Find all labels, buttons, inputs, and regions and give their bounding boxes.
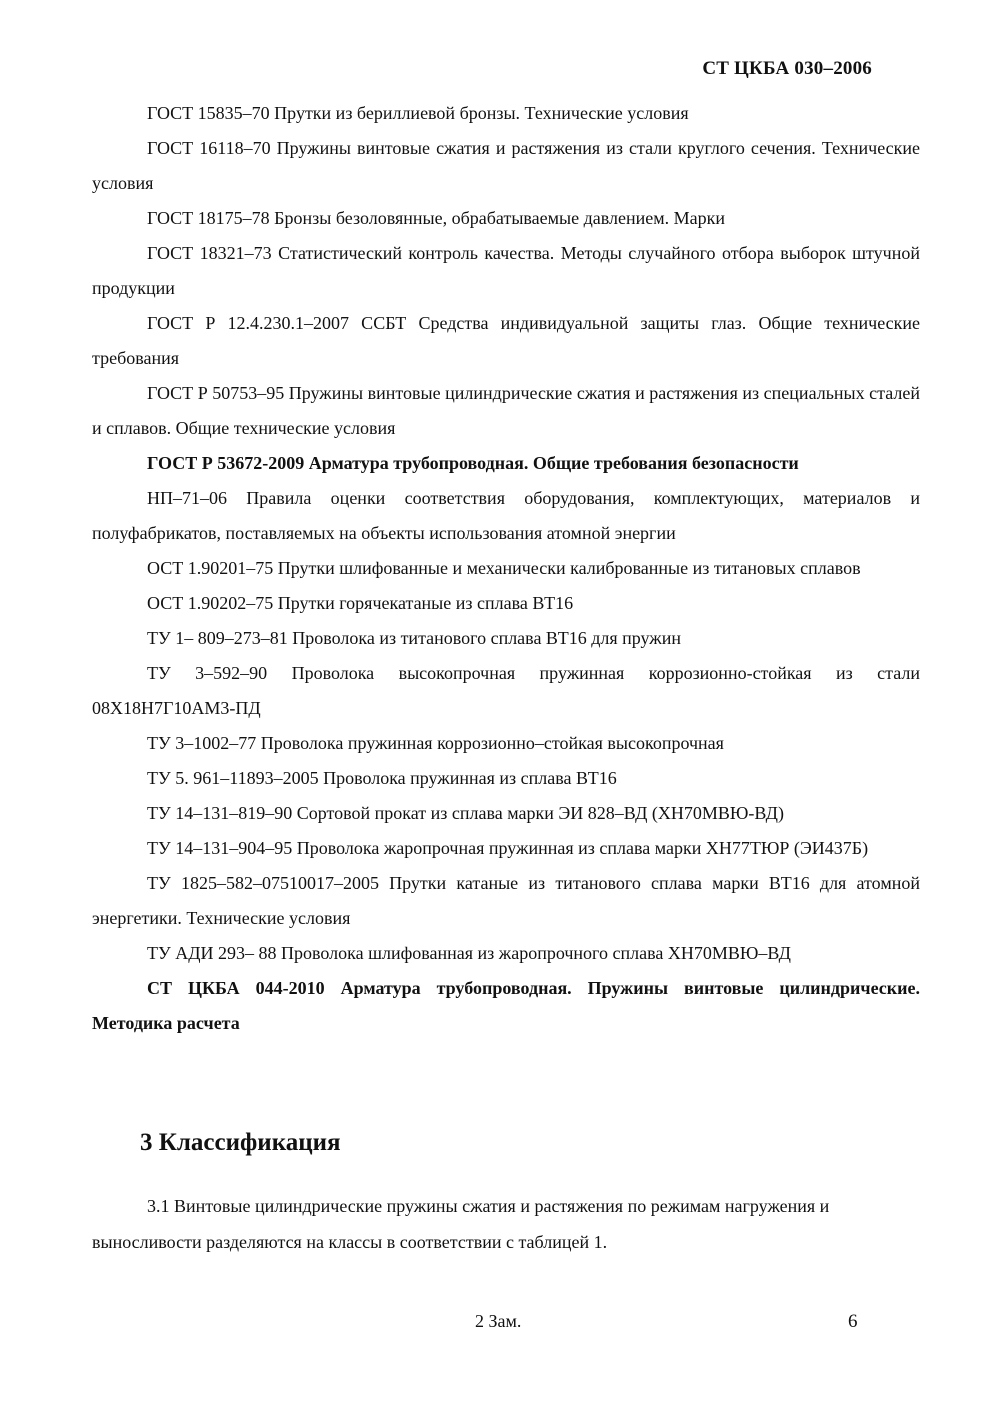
page-number: 6 <box>848 1311 858 1332</box>
reference-item: ТУ АДИ 293– 88 Проволока шлифованная из жаропрочного сплава ХН70МВЮ–ВД <box>147 943 791 963</box>
reference-item: ГОСТ Р 50753–95 Пружины винтовые цилиндрические сжатия и растяжения из специальных сталей и сплавов. Общие технические условия <box>92 383 920 438</box>
section-heading: 3 Классификация <box>140 1129 341 1156</box>
reference-item: ТУ 14–131–819–90 Сортовой прокат из сплава марки ЭИ 828–ВД (ХН70МВЮ-ВД) <box>147 803 784 823</box>
reference-item: ОСТ 1.90202–75 Прутки горячекатаные из сплава ВТ16 <box>147 593 574 613</box>
reference-item: НП–71–06 Правила оценки соответствия оборудования, комплектующих, материалов и полуфабрикатов, поставляемых на объекты использования атомной энергии <box>92 488 920 543</box>
normative-references-list <box>92 96 920 1041</box>
reference-item-bold: СТ ЦКБА 044-2010 Арматура трубопроводная. Пружины винтовые цилиндрические. Методика расчета <box>92 978 920 1033</box>
reference-item: ГОСТ 15835–70 Прутки из бериллиевой бронзы. Технические условия <box>147 103 689 123</box>
reference-item: ТУ 3–1002–77 Проволока пружинная коррозионно–стойкая высокопрочная <box>147 733 724 753</box>
reference-item: ТУ 5. 961–11893–2005 Проволока пружинная из сплава ВТ16 <box>147 768 617 788</box>
footer-change-note: 2 Зам. <box>475 1311 522 1331</box>
reference-item: ОСТ 1.90201–75 Прутки шлифованные и механически калиброванные из титановых сплавов <box>147 558 861 578</box>
section-paragraph: 3.1 Винтовые цилиндрические пружины сжатия и растяжения по режимам нагружения и выносливости разделяются на классы в соответствии с таблицей 1. <box>92 1196 830 1252</box>
reference-item: ГОСТ 18175–78 Бронзы безоловянные, обрабатываемые давлением. Марки <box>147 208 726 228</box>
reference-item: ТУ 1825–582–07510017–2005 Прутки катаные из титанового сплава марки ВТ16 для атомной энергетики. Технические условия <box>92 873 920 928</box>
reference-item: ТУ 14–131–904–95 Проволока жаропрочная пружинная из сплава марки ХН77ТЮР (ЭИ437Б) <box>147 838 869 858</box>
reference-item: ТУ 3–592–90 Проволока высокопрочная пружинная коррозионно-стойкая из стали 08Х18Н7Г10АМ3-ПД <box>92 663 920 718</box>
reference-item-bold: ГОСТ Р 53672-2009 Арматура трубопроводная. Общие требования безопасности <box>147 453 799 473</box>
document-code: СТ ЦКБА 030–2006 <box>702 58 872 79</box>
reference-item: ГОСТ 18321–73 Статистический контроль качества. Методы случайного отбора выборок штучной продукции <box>92 243 920 298</box>
reference-item: ГОСТ Р 12.4.230.1–2007 ССБТ Средства индивидуальной защиты глаз. Общие технические требования <box>92 313 920 368</box>
reference-item: ГОСТ 16118–70 Пружины винтовые сжатия и растяжения из стали круглого сечения. Технические условия <box>92 138 920 193</box>
reference-item: ТУ 1– 809–273–81 Проволока из титанового сплава ВТ16 для пружин <box>147 628 681 648</box>
